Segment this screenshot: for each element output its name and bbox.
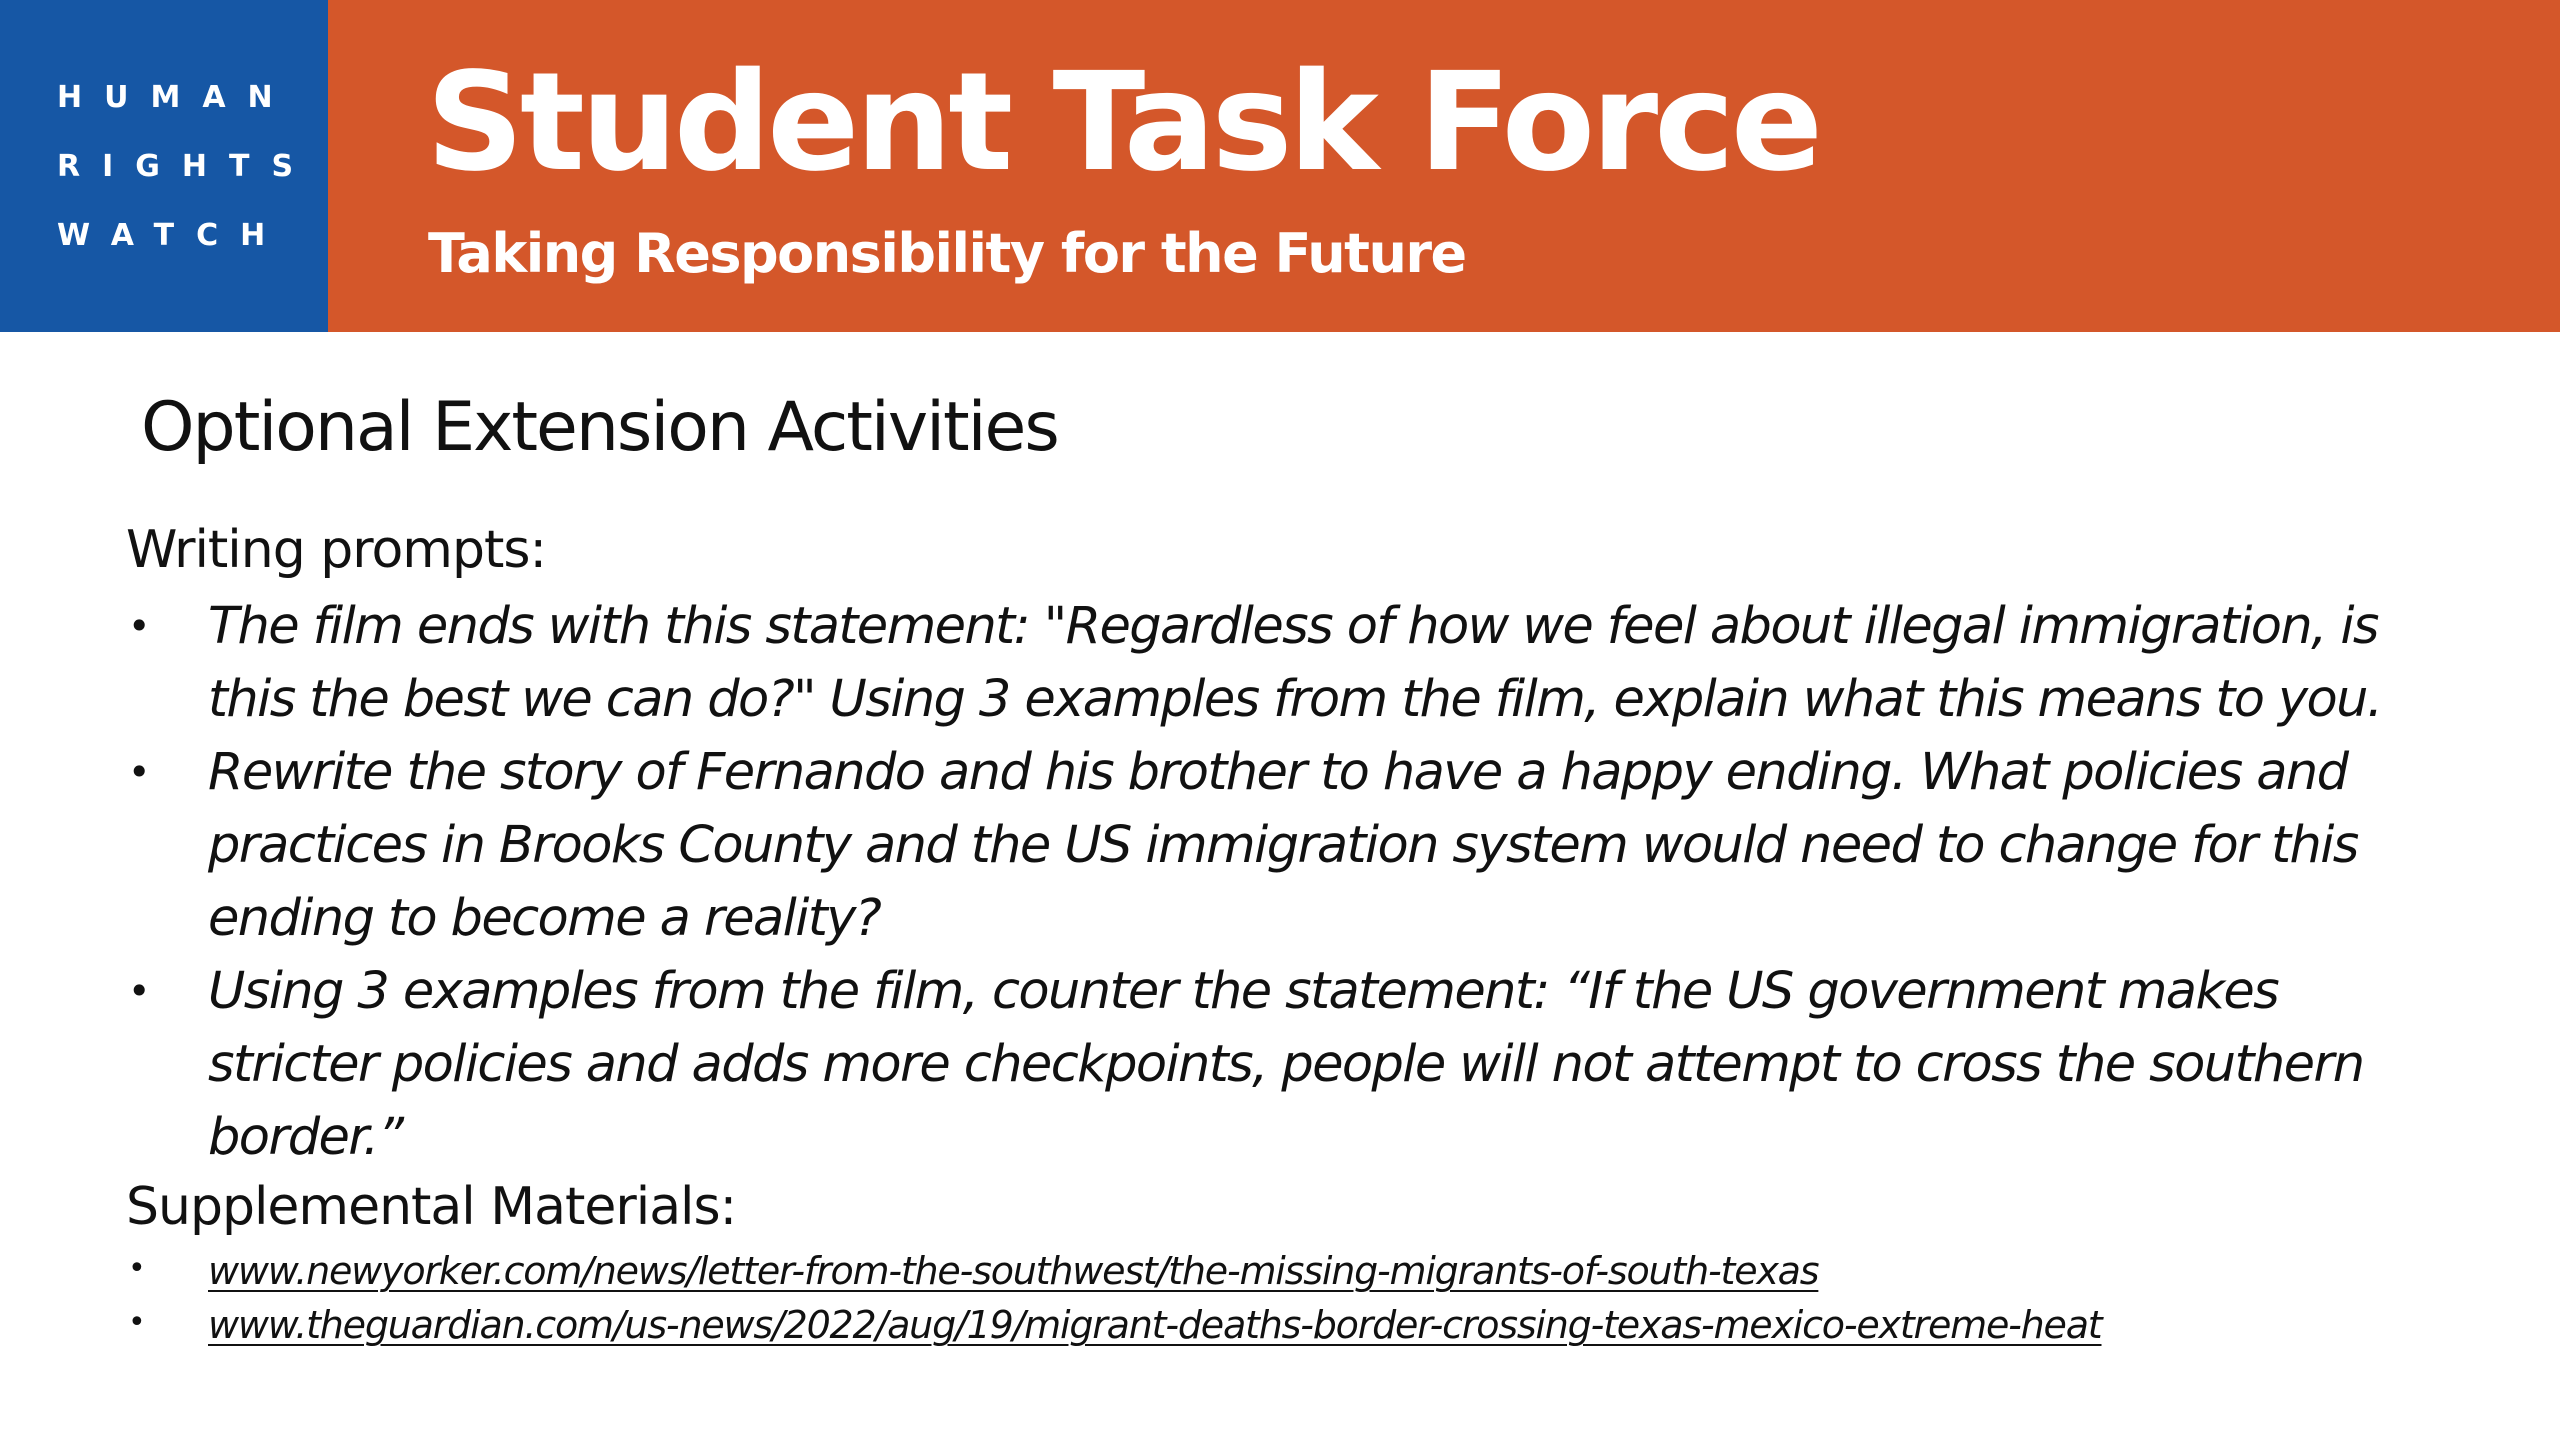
prompt-text: Using 3 examples from the film, counter the statement: “If the US government makes stricter policies and adds more checkpoints, people will not attempt to cross the southern border.” — [208, 962, 2364, 1167]
supplemental-materials-label: Supplemental Materials: — [126, 1177, 737, 1237]
logo-line-human: HUMAN — [57, 80, 295, 115]
bullet-icon: • — [128, 750, 151, 794]
page-heading: Optional Extension Activities — [141, 388, 1058, 467]
banner-subtitle: Taking Responsibility for the Future — [428, 222, 1466, 285]
writing-prompts-label: Writing prompts: — [126, 520, 546, 580]
logo-line-watch: WATCH — [57, 218, 288, 253]
bullet-icon: • — [128, 1305, 146, 1340]
hrw-logo — [0, 0, 328, 332]
newyorker-link[interactable]: www.newyorker.com/news/letter-from-the-southwest/the-missing-migrants-of-south-texas — [208, 1249, 1819, 1293]
guardian-link[interactable]: www.theguardian.com/us-news/2022/aug/19/migrant-deaths-border-crossing-texas-mexico-extreme-heat — [208, 1303, 2102, 1347]
bullet-icon: • — [128, 1251, 146, 1286]
prompt-text: The film ends with this statement: "Regardless of how we feel about illegal immigration, is this the best we can do?" Using 3 examples from the film, explain what this means to you. — [208, 597, 2382, 729]
bullet-icon: • — [128, 604, 151, 648]
header-banner — [0, 0, 2560, 332]
prompt-text: Rewrite the story of Fernando and his brother to have a happy ending. What policies and practices in Brooks County and the US immigration system would need to change for this ending to become a reality? — [208, 743, 2358, 948]
logo-line-rights: RIGHTS — [57, 149, 316, 184]
bullet-icon: • — [128, 969, 151, 1013]
title-block — [328, 0, 2560, 332]
banner-title: Student Task Force — [426, 44, 1820, 202]
